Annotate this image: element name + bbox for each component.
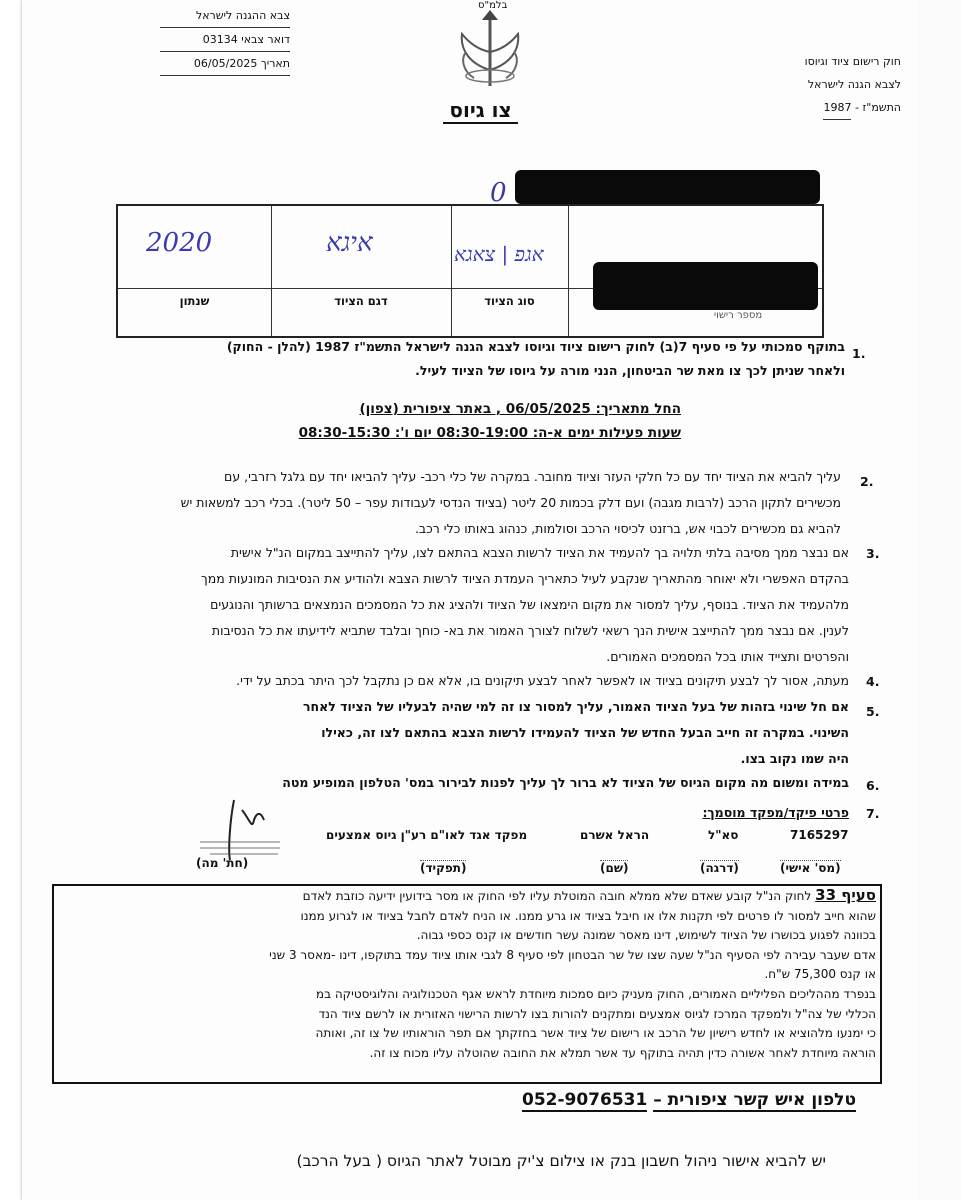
law-warning-box	[52, 884, 882, 1084]
redacted-license-number	[593, 262, 818, 310]
vehicle-table	[116, 204, 824, 338]
section5-line3: היה שמו נקוב בצו.	[740, 751, 849, 766]
vehicle-type-value: אגפ | צאגא	[454, 242, 544, 266]
law-line-2: שהוא חייב למסור לו פרטים לפי תקנות אלו או חיבל בציוד או גרע ממנו. או הניח לאדם לחבל בציוד או לגרוע ממנו	[300, 908, 876, 923]
activity-hours-line: שעות פעילות ימים א-ה: 08:30-19:00 יום ו': 08:30-15:30	[298, 425, 681, 441]
header-org: צבא ההגנה לישראל	[160, 4, 290, 28]
section1-line2: ולאחר שניתן לכך צו מאת שר הביטחון, הנני מורה על גיוסו של הציוד לעיל.	[415, 363, 845, 378]
commander-rank-value: סא"ל	[708, 828, 739, 842]
commander-role-value: מפקד אגד לאו"ם רע"ן גיוס אמצעים	[326, 828, 528, 842]
page-margin	[918, 0, 961, 1200]
law-line-1: סעיף 33 לחוק הנ"ל קובע שאדם שלא ממלא חובה המוטלת עליו לפי החוק או מסר בידועין ידיעה כוזבת לאדם	[302, 886, 876, 904]
section2-line2: מכשירים לתקון הרכב (לרבות מגבה) ועם דלק בכמות 20 ליטר (בציוד הנדסי לעבודות עפר – 50 ליטר). בכלי רכב למשאות יש	[180, 495, 841, 510]
header-post: דואר צבאי 03134	[160, 28, 290, 52]
header-model: דגם הציוד	[334, 294, 388, 308]
idf-emblem-icon	[430, 0, 550, 100]
section1-number: 1.	[852, 346, 866, 361]
contact-label: טלפון איש קשר ציפורית –	[653, 1090, 856, 1110]
header-law-line2: לצבא הגנה לישראל	[807, 78, 901, 91]
header-license: מספר רישוי	[713, 310, 763, 321]
header-law-line3: התשמ"ז - 1987	[805, 96, 901, 120]
header-law-line1: חוק רישום ציוד וגיוסו	[804, 55, 901, 68]
section5-line2: השינוי. במקרה זה חייב הבעל החדש של הציוד להעמידו לרשות הצבא בהתאם לצו זה, כאילו	[321, 725, 849, 740]
section4-number: 4.	[866, 674, 880, 689]
law-line-3: בכוונה לפגוע בכושרו של הציוד לשימוש, דינו מאסר שמונה עשר חודשים או קנס כספי גבוה.	[416, 928, 876, 943]
header-year: שנתון	[179, 294, 210, 308]
contact-phone-line	[0, 1090, 856, 1110]
redacted-recipient-name	[515, 170, 820, 204]
idf-emblem	[430, 0, 550, 100]
commander-rank-label: (דרגה)	[700, 861, 739, 875]
section6-number: 6.	[866, 778, 880, 793]
section3-line4: לענין. אם נבצר ממך להתייצב אישית הנך רשאי לשלוח לצורך האמור את בא- כוחך ובלבד שתביא לידיעתו את כל הנסיבות	[211, 623, 849, 638]
section2-number: 2.	[860, 474, 874, 489]
vehicle-year-value: 2020	[146, 228, 213, 258]
header-type: סוג הציוד	[484, 294, 535, 308]
section7-number: 7.	[866, 806, 880, 821]
section2-line3: להביא גם מכשירים לכבוי אש, ברזנט לכיסוי הרכב וסולמות, כנהוג באותו כלי רכב.	[414, 521, 841, 536]
contact-phone: 052-9076531	[521, 1090, 648, 1110]
section5-line1: אם חל שינוי בזהות של בעל הציוד האמור, עליך למסור צו זה למי שהיה לבעליו של הציוד לאחר	[303, 699, 849, 714]
vehicle-model-value: איגא	[326, 228, 373, 258]
section3-line1: אם נבצר ממך מסיבה בלתי תלויה בך להעמיד את הציוד לרשות הצבא בהתאם לצו, עליך להתייצב במקום הנ"ל אישית	[230, 545, 849, 560]
start-date-line: החל מתאריך: 06/05/2025 , באתר ציפורית (צפון)	[359, 401, 681, 417]
law-line-6: בנפרד מההליכים הפליליים האמורים, החוק מעניק כיום סמכות מיוחדת לראש אגף הטכנולוגיה והלוגיסטיקה במ	[315, 986, 876, 1001]
section3-line3: מלהעמיד את הציוד. בנוסף, עליך למסור את מקום הימצאו של הציוד ולהציג את כל המסמכים הנמצאים ברשותך והנוגעים	[210, 597, 849, 612]
section3-line2: בהקדם האפשרי ולא יאוחר מהתאריך שנקבע לעיל כתאריך העמדת הציוד לרשות הצבא ולהודיע את הנסיבות המונעות ממך	[201, 571, 849, 586]
section3-number: 3.	[866, 546, 880, 561]
bottom-note: יש להביא אישור ניהול חשבון בנק או צילום צ'יק מבוטל לאתר הגיוס ( בעל הרכב)	[296, 1152, 826, 1170]
law-line-9: הוראה מיוחדת לאחר אשורה כדין תהיה בתוקף עד אשר תמלא את החובה שהוטלה עליו מכוח צו זה.	[369, 1045, 876, 1060]
section2-line1: עליך להביא את הציוד יחד עם כל חלקי העזר וציוד מחובר. במקרה של כלי רכב- עליך להביאו יחד עם גלגל רזרבי, עם	[224, 469, 841, 484]
page-title: צו גיוס	[0, 98, 961, 122]
section1-line1: בתוקף סמכותי על פי סעיף 7(ב) לחוק רישום ציוד וגיוסו לצבא הגנה לישראל התשמ"ז 1987 (להלן - החוק)	[226, 339, 845, 354]
emblem-classification: בלמ"ס	[478, 0, 508, 11]
commander-name-value: הראל אשרם	[580, 828, 650, 842]
commander-id-label: (מס' אישי)	[780, 861, 841, 875]
header-date: תאריך 06/05/2025	[160, 52, 290, 76]
law-line-5: או קנס 75,300 ש"ח.	[764, 967, 876, 982]
header-left-stamp	[160, 4, 290, 76]
commander-role-label: (תפקיד)	[420, 861, 467, 875]
commander-id-value: 7165297	[790, 828, 849, 842]
law-line-7: הכללי של צה"ל ולמפקד המרכז לגיוס אמצעים ומתקנים להורות בצו לרשות הרישוי האזורית או לרשם ציוד הנד	[318, 1006, 876, 1021]
section7-title: פרטי פיקד/מפקד מוסמך:	[702, 805, 849, 820]
section5-number: 5.	[866, 704, 880, 719]
commander-name-label: (שם)	[600, 861, 629, 875]
law-line-8: כי ימנעו מלהוציא או לחדש רישיון של הרכב או רישום של ציוד אשר בחזקתך אם תפר הוראותיו של צו זה, ואותה	[315, 1026, 876, 1041]
section4-text: מעתה, אסור לך לבצע תיקונים בציוד או לאפשר לאחר לבצע תיקונים בו, אלא אם כן נתקבל לכך היתר בכתב על ידי.	[236, 673, 849, 688]
stamp-label: (חת' מה)	[196, 856, 249, 870]
recipient-handwritten: 0	[490, 178, 507, 208]
section6-text: במידה ומשום מה מקום הגיוס של הציוד לא ברור לך עליך לפנות לבירור במס' הטלפון המופיע מטה	[282, 775, 849, 790]
section3-line5: והפרטים ותצייד אותו בכל המסמכים האמורים.	[606, 649, 849, 664]
law-line-4: אדם שעבר עבירה לפי הסעיף הנ"ל שעה שצו של שר הבטחון לפי סעיף 8 לגבי אותו ציוד עמד בתוקפו, דינו -מאסר 3 שני	[269, 947, 876, 962]
